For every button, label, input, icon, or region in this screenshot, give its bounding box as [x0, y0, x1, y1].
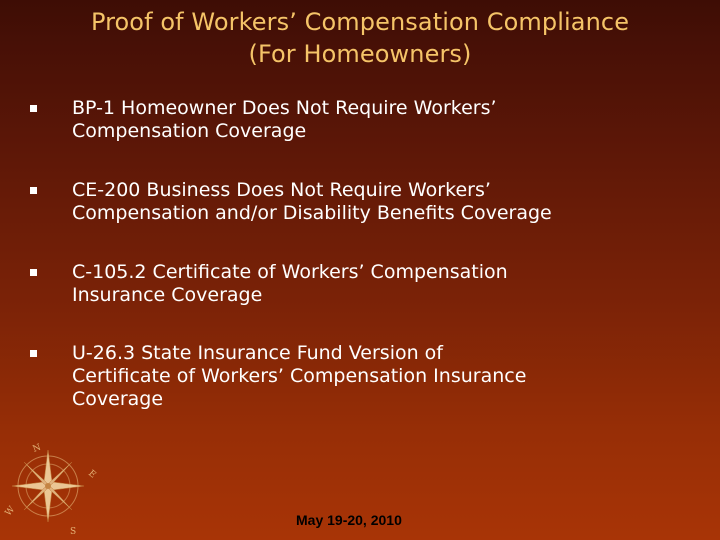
- slide-title-line-1: Proof of Workers’ Compensation Compliance: [90, 8, 630, 36]
- bullet-square-icon: [30, 350, 37, 357]
- compass-north-label: N: [31, 442, 43, 455]
- compass-rose-icon: [4, 440, 100, 536]
- slide-title-line-2: (For Homeowners): [248, 40, 472, 68]
- bullet-text: CE-200 Business Does Not Require Workers’ Compensation and/or Disability Benefits Coverage: [72, 179, 552, 224]
- bullet-square-icon: [30, 105, 37, 112]
- compass-east-label: E: [86, 468, 98, 481]
- bullet-square-icon: [30, 269, 37, 276]
- footer-date: May 19-20, 2010: [296, 512, 402, 528]
- bullet-square-icon: [30, 187, 37, 194]
- bullet-text: C-105.2 Certificate of Workers’ Compensation Insurance Coverage: [72, 261, 508, 306]
- compass-south-label: S: [70, 527, 77, 536]
- compass-west-label: W: [4, 504, 18, 519]
- bullet-text: U-26.3 State Insurance Fund Version of Certificate of Workers’ Compensation Insurance Coverage: [72, 342, 527, 410]
- bullet-text: BP-1 Homeowner Does Not Require Workers’ Compensation Coverage: [72, 97, 497, 142]
